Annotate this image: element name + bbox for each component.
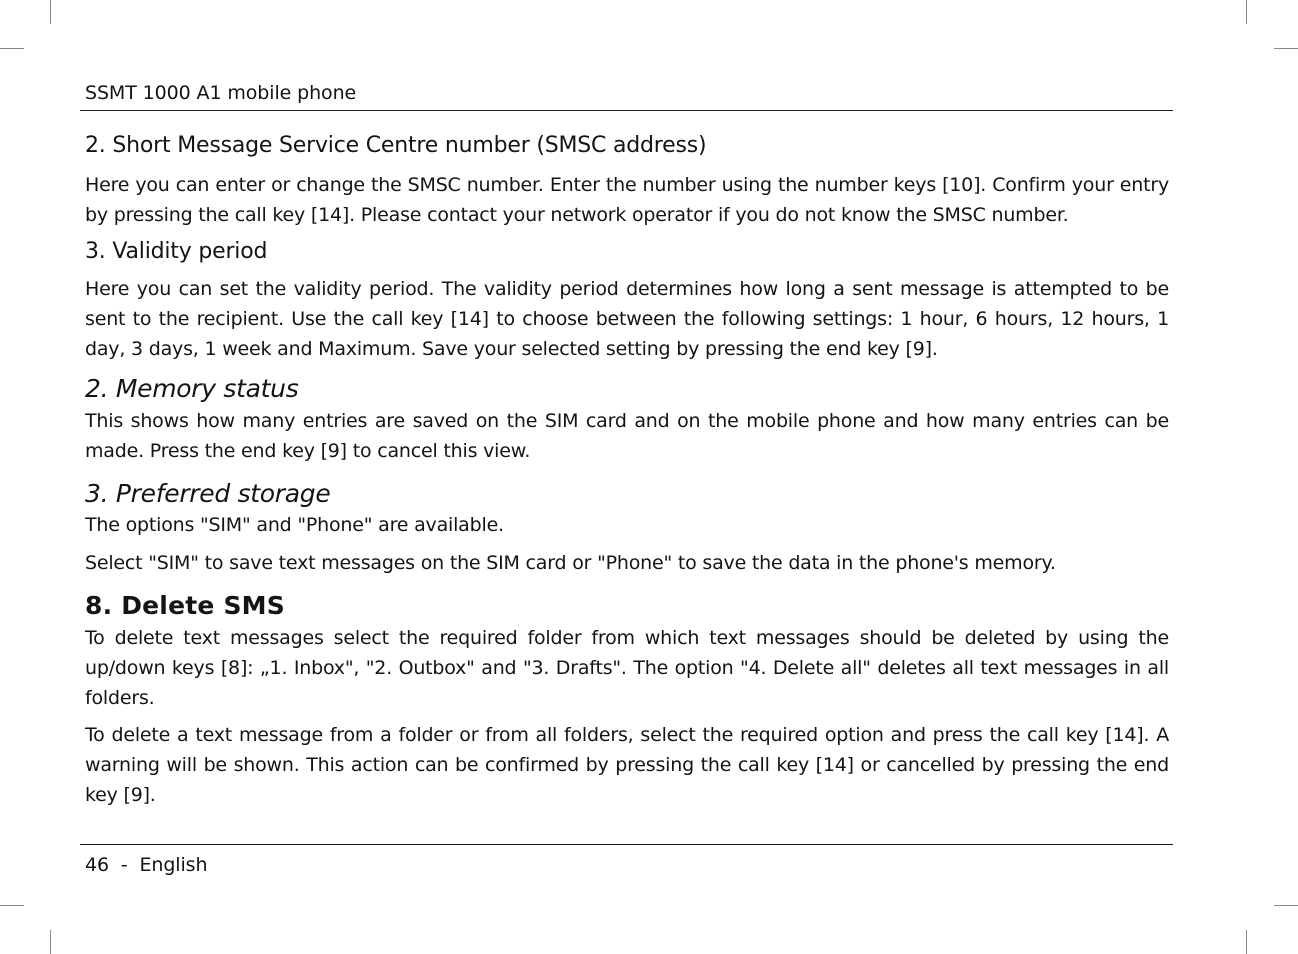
- heading-smsc: 2. Short Message Service Centre number (SMSC address): [85, 133, 707, 158]
- paragraph-storage-options: The options "SIM" and "Phone" are available.: [85, 514, 504, 536]
- crop-mark: [1246, 930, 1247, 954]
- crop-mark: [1274, 48, 1298, 49]
- paragraph-storage-select: Select "SIM" to save text messages on the SIM card or "Phone" to save the data in the phone's memory.: [85, 552, 1056, 574]
- crop-mark: [50, 930, 51, 954]
- heading-delete-sms: 8. Delete SMS: [85, 591, 285, 620]
- footer-rule: [80, 844, 1173, 845]
- paragraph-delete-confirm: To delete a text message from a folder or from all folders, select the required option and press the call key [14]. A warning will be shown. This action can be confirmed by pressing the call key [14] or cancelled by pressing the end key [9].: [85, 724, 1169, 806]
- heading-memory-status: 2. Memory status: [85, 374, 299, 403]
- crop-mark: [50, 0, 51, 24]
- header-rule: [80, 110, 1173, 111]
- paragraph-validity: Here you can set the validity period. The validity period determines how long a sent message is attempted to be sent to the recipient. Use the call key [14] to choose between the following settings: 1 hour, 6 hours, 12 hours, 1 day, 3 days, 1 week and Maximum. Save your selected setting by pressing the end key [9].: [85, 278, 1169, 360]
- crop-mark: [0, 905, 24, 906]
- heading-preferred-storage: 3. Preferred storage: [85, 479, 331, 508]
- running-header: SSMT 1000 A1 mobile phone: [85, 82, 357, 104]
- crop-mark: [1246, 0, 1247, 24]
- heading-validity: 3. Validity period: [85, 239, 268, 264]
- paragraph-delete-folders: To delete text messages select the required folder from which text messages should be deleted by using the up/down keys [8]: „1. Inbox", "2. Outbox" and "3. Drafts". The option "4. Delete all" deletes all text messages in all folders.: [85, 627, 1169, 709]
- page-footer: 46 - English: [85, 854, 208, 876]
- crop-mark: [1274, 905, 1298, 906]
- page-content: [85, 131, 1169, 810]
- paragraph-memory-status: This shows how many entries are saved on the SIM card and on the mobile phone and how many entries can be made. Press the end key [9] to cancel this view.: [85, 410, 1169, 462]
- paragraph-smsc: Here you can enter or change the SMSC number. Enter the number using the number keys [10]. Confirm your entry by pressing the call key [14]. Please contact your network operator if you do not know the SMSC number.: [85, 174, 1169, 226]
- crop-mark: [0, 48, 24, 49]
